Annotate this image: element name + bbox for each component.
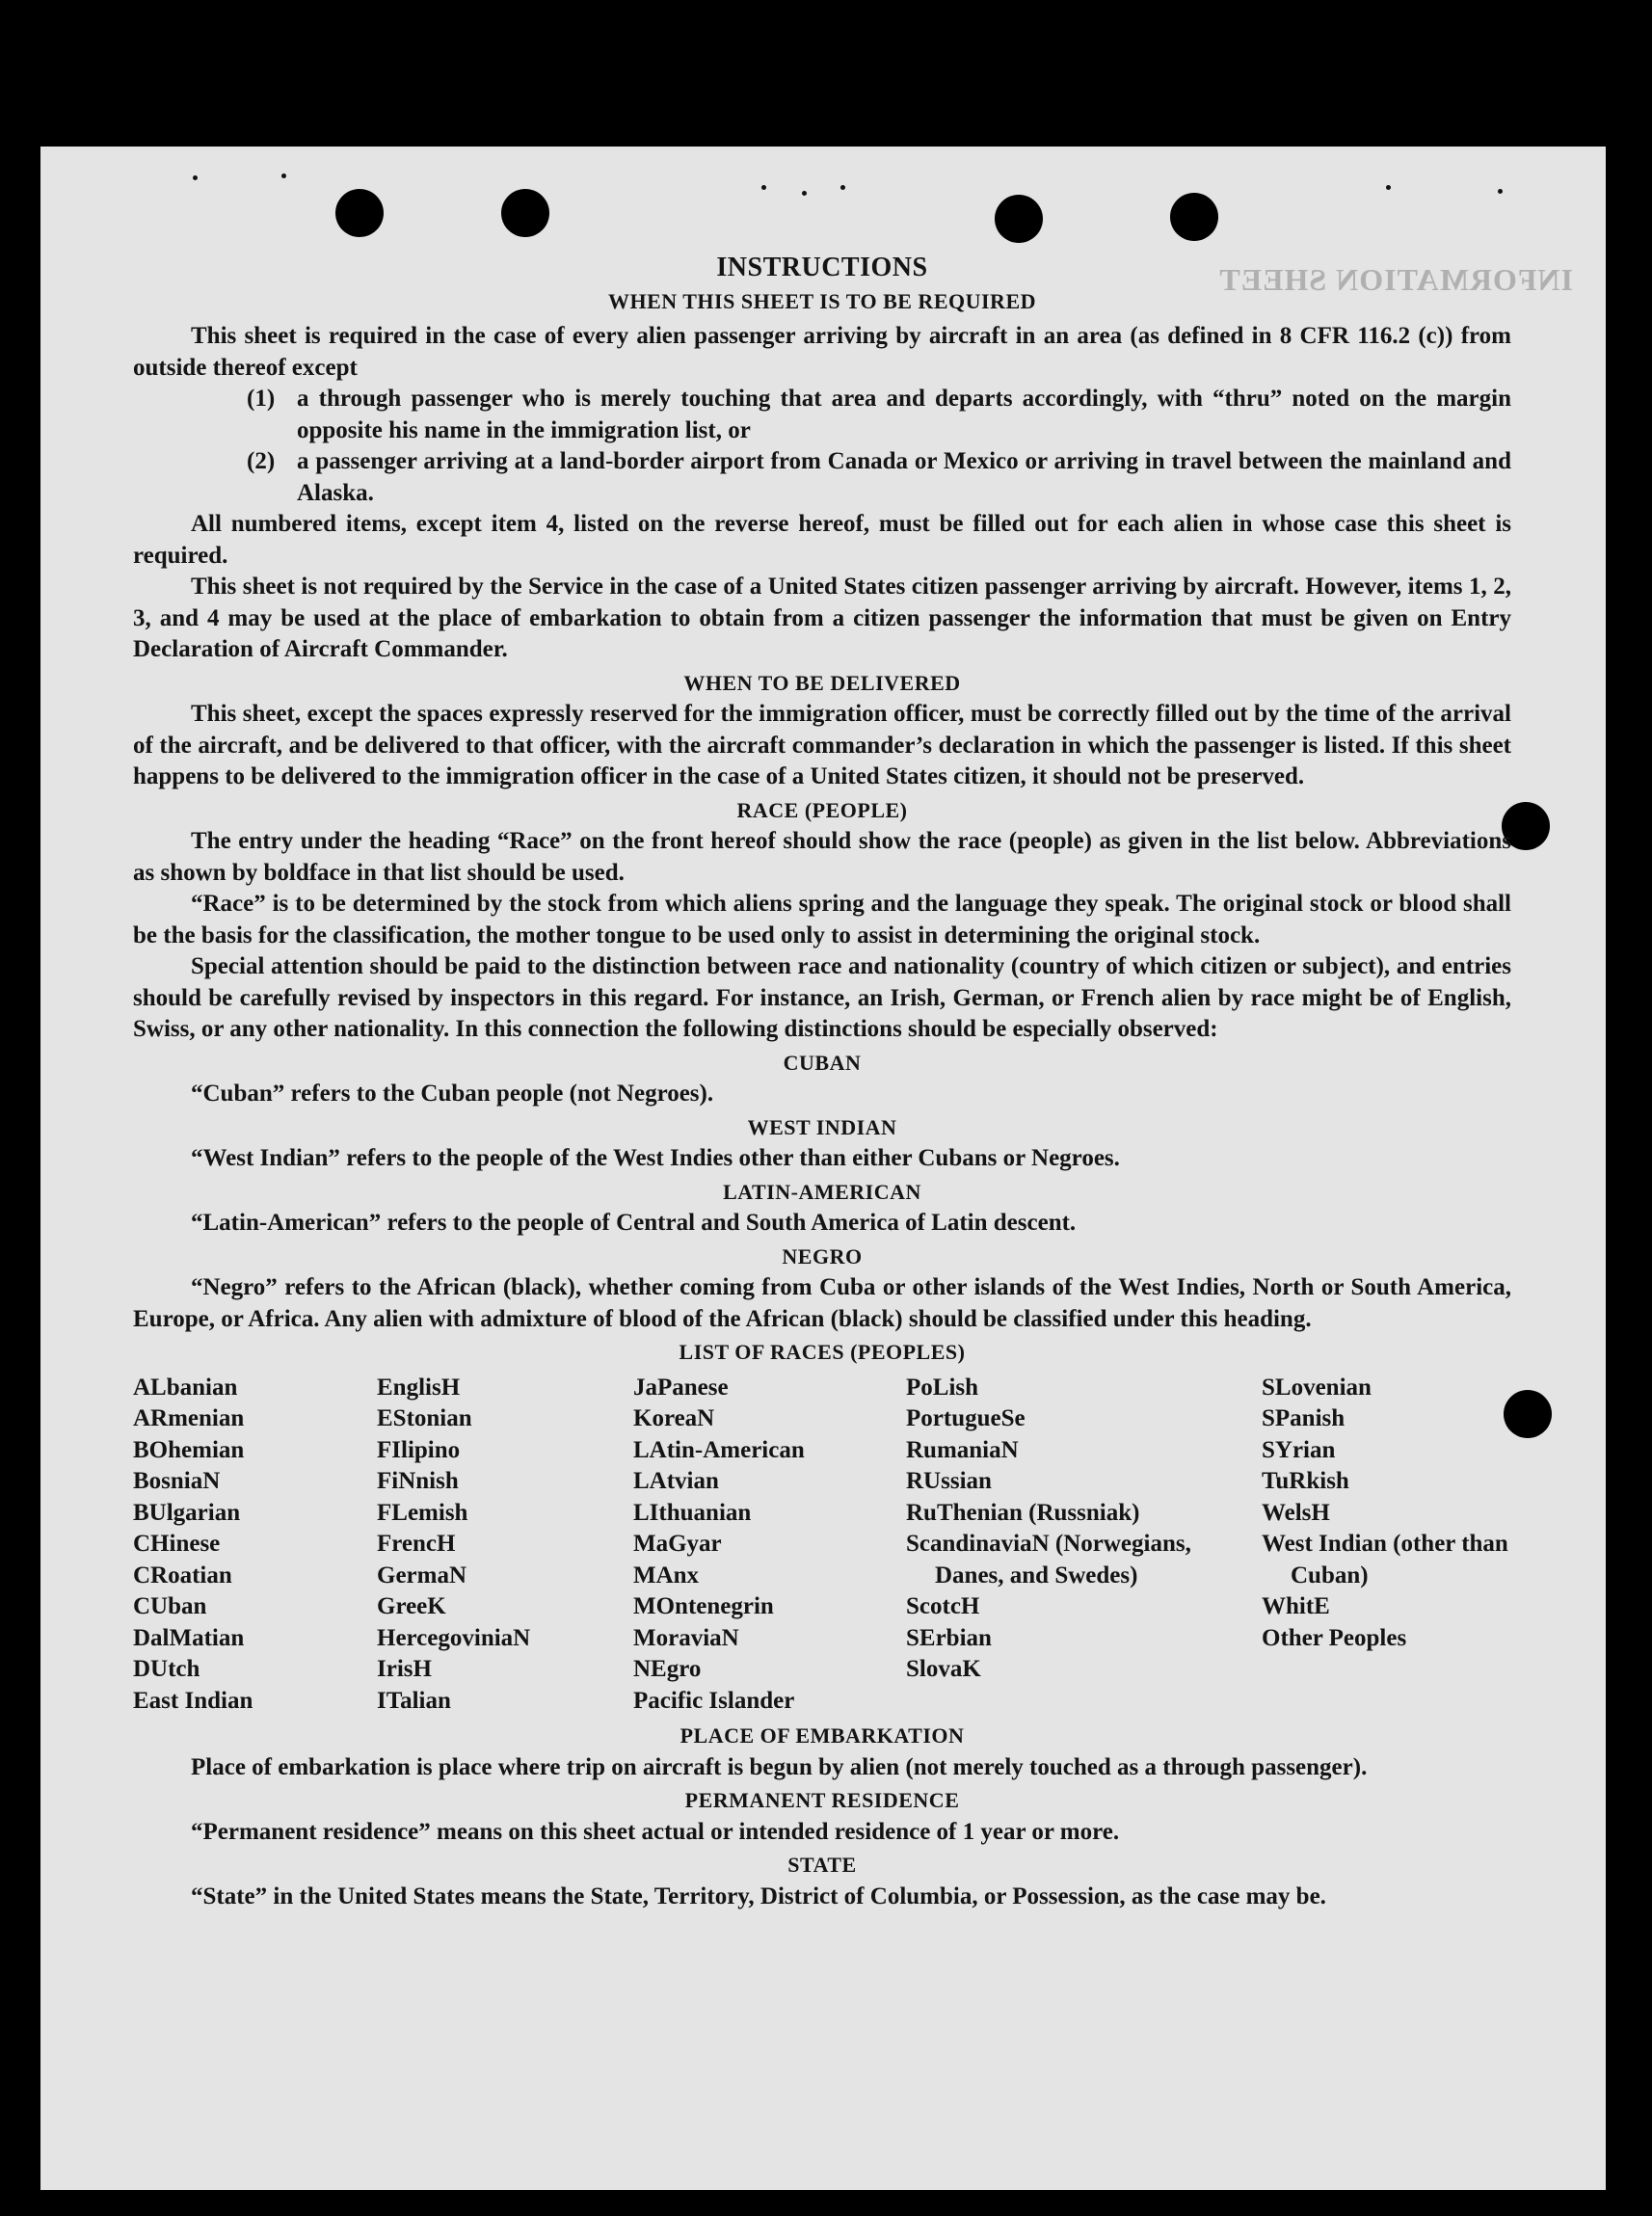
paragraph: “West Indian” refers to the people of the West Indies other than either Cubans or Negroes. [191,1145,1120,1171]
race-entry: LAtvian [633,1468,719,1494]
race-entry: Other Peoples [1262,1624,1407,1651]
section-heading-race: RACE (PEOPLE) [736,797,908,822]
race-entry: ITalian [377,1687,451,1714]
race-entry: SLovenian [1262,1374,1372,1401]
section-heading-when-delivered: WHEN TO BE DELIVERED [683,670,961,695]
speck [1386,185,1391,190]
race-entry: NEgro [633,1656,702,1682]
race-entry: FrencH [377,1531,456,1557]
races-column [377,1373,633,1718]
section-heading-embarkation: PLACE OF EMBARKATION [679,1723,965,1748]
race-entry: LAtin-American [633,1436,805,1463]
paragraph: “Cuban” refers to the Cuban people (not Negroes). [191,1081,714,1107]
race-entry: SlovaK [906,1656,981,1682]
race-entry: CHinese [133,1531,221,1557]
paragraph: This sheet, except the spaces expressly reserved for the immigration officer, must be correctly filled out by the time of the arrival of the aircraft, and be delivered to that officer, with the aircraft commander’s declaration in which the passenger is listed. If this sheet happens to be delivered to the immigration officer in the case of a United States citizen, it should not be preserved. [133,701,1511,789]
race-entry: CRoatian [133,1562,232,1589]
speck [802,191,807,196]
race-entry: FiNnish [377,1468,459,1494]
section-heading-residence: PERMANENT RESIDENCE [684,1788,960,1812]
race-entry: SYrian [1262,1436,1336,1463]
race-entry: DalMatian [133,1624,245,1651]
paragraph: The entry under the heading “Race” on the front hereof should show the race (people) as given in the list below. Abbreviations as shown by boldface in that list should be used. [133,828,1511,886]
race-entry: LIthuanian [633,1499,752,1526]
section-heading-list-of-races: LIST OF RACES (PEOPLES) [679,1340,966,1364]
speck [193,175,198,180]
section-heading-state: STATE [787,1853,857,1877]
race-entry: HercegoviniaN [377,1624,531,1651]
race-entry: DUtch [133,1656,200,1682]
paragraph: “Negro” refers to the African (black), whether coming from Cuba or other islands of the West Indies, North or South America, Europe, or Africa. Any alien with admixture of blood of the African (black) should be classified under this heading. [133,1274,1511,1332]
races-column [633,1373,906,1718]
races-column [133,1373,377,1718]
race-entry: BosniaN [133,1468,221,1494]
race-entry: JaPanese [633,1374,729,1401]
race-entry: EStonian [377,1405,472,1431]
race-entry: ALbanian [133,1374,238,1401]
race-entry: Pacific Islander [633,1687,795,1714]
item-number: (2) [247,448,276,474]
speck [281,174,286,178]
section-heading-when-required: WHEN THIS SHEET IS TO BE REQUIRED [607,288,1037,313]
race-entry: FLemish [377,1499,468,1526]
paragraph: “State” in the United States means the State, Territory, District of Columbia, or Possession, as the case may be. [191,1882,1326,1909]
speck [761,185,766,190]
item-text: a passenger arriving at a land-border airport from Canada or Mexico or arriving in travel between the mainland and Alaska. [297,448,1511,506]
race-entry: MaGyar [633,1531,722,1557]
race-entry: East Indian [133,1687,253,1714]
race-entry: TuRkish [1262,1468,1349,1494]
race-entry: SErbian [906,1624,992,1651]
punch-hole [1170,193,1218,241]
races-column [1262,1373,1511,1718]
item-number: (1) [247,386,276,412]
race-entry: FIlipino [377,1436,461,1463]
list-item [247,384,1511,446]
races-column [906,1373,1262,1718]
races-table [133,1373,1511,1718]
bleed-through-text: INFORMATION SHEET [1218,262,1573,297]
paragraph: Place of embarkation is place where trip on aircraft is begun by alien (not merely touched as a through passenger). [191,1753,1368,1780]
race-entry: IrisH [377,1656,432,1682]
paragraph: “Race” is to be determined by the stock from which aliens spring and the language they speak. The original stock or blood shall be the basis for the classification, the mother tongue to be used only to assist in determining the original stock. [133,891,1511,948]
race-entry: WelsH [1262,1499,1330,1526]
race-entry: GermaN [377,1562,467,1589]
race-entry: EnglisH [377,1374,461,1401]
race-entry: BOhemian [133,1436,245,1463]
punch-hole [335,189,384,237]
race-entry: WhitE [1262,1593,1330,1619]
race-entry: MAnx [633,1562,700,1589]
page-title: INSTRUCTIONS [716,253,928,282]
paragraph: All numbered items, except item 4, listed on the reverse hereof, must be filled out for each alien in whose case this sheet is required. [133,511,1511,569]
instructions-body [133,253,1511,1912]
paragraph: This sheet is not required by the Service in the case of a United States citizen passenger arriving by aircraft. However, items 1, 2, 3, and 4 may be used at the place of embarkation to obtain from a citizen passenger the information that must be given on Entry Declaration of Aircraft Commander. [133,574,1511,662]
race-entry: GreeK [377,1593,446,1619]
paragraph: This sheet is required in the case of every alien passenger arriving by aircraft in an area (as defined in 8 CFR 116.2 (c)) from outside thereof except [133,323,1511,381]
section-heading-cuban: CUBAN [783,1050,862,1075]
race-entry: BUlgarian [133,1499,241,1526]
section-heading-latin-american: LATIN-AMERICAN [723,1179,921,1204]
race-entry: ARmenian [133,1405,245,1431]
item-text: a through passenger who is merely touching that area and departs accordingly, with “thru” noted on the margin opposite his name in the immigration list, or [297,386,1511,443]
race-entry: RumaniaN [906,1436,1019,1463]
race-entry: ScandinaviaN (Norwegians, Danes, and Swedes) [906,1531,1191,1589]
paragraph: “Permanent residence” means on this sheet actual or intended residence of 1 year or more. [191,1818,1120,1845]
race-entry: PortugueSe [906,1405,1026,1431]
punch-hole [501,189,549,237]
list-item [247,446,1511,509]
speck [1498,189,1503,194]
punch-hole [995,195,1043,243]
race-entry: MOntenegrin [633,1593,774,1619]
race-entry: MoraviaN [633,1624,739,1651]
race-entry: West Indian (other than Cuban) [1262,1531,1508,1589]
paragraph: “Latin-American” refers to the people of Central and South America of Latin descent. [191,1210,1077,1236]
race-entry: KoreaN [633,1405,715,1431]
race-entry: ScotcH [906,1593,980,1619]
race-entry: RuThenian (Russniak) [906,1499,1140,1526]
race-entry: RUssian [906,1468,992,1494]
race-entry: PoLish [906,1374,979,1401]
race-entry: CUban [133,1593,207,1619]
race-entry: SPanish [1262,1405,1346,1431]
section-heading-negro: NEGRO [782,1243,863,1268]
paragraph: Special attention should be paid to the distinction between race and nationality (country of which citizen or subject), and entries should be carefully revised by inspectors in this regard. For instance, an Irish, German, or French alien by race might be of English, Swiss, or any other nationality. In this connection the following distinctions should be especially observed: [133,953,1511,1042]
speck [840,185,845,190]
section-heading-west-indian: WEST INDIAN [747,1114,897,1139]
